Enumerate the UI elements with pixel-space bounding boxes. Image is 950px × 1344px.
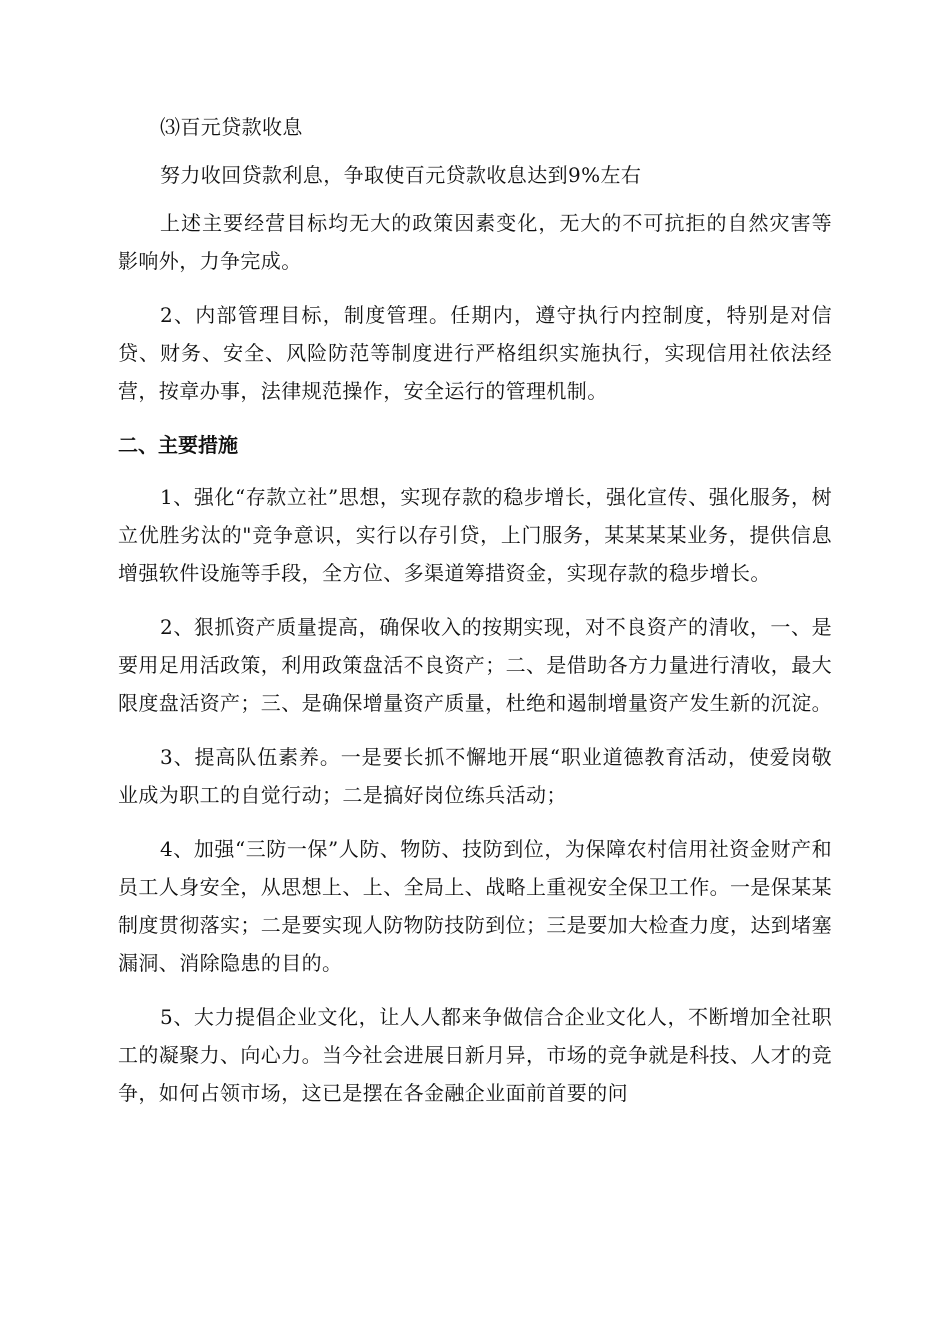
measure-item-2: 2、狠抓资产质量提高，确保收入的按期实现，对不良资产的清收，一、是要用足用活政策，利用政策盘活不良资产；二、是借助各方力量进行清收，最大限度盘活资产；三、是确保增量资产质量，杜绝和遏制增量资产发生新的沉淀。 xyxy=(118,615,832,715)
paragraph-objectives-summary: 上述主要经营目标均无大的政策因素变化，无大的不可抗拒的自然灾害等影响外，力争完成。 xyxy=(118,211,832,273)
paragraph-internal-management: 2、内部管理目标，制度管理。任期内，遵守执行内控制度，特别是对信贷、财务、安全、风险防范等制度进行严格组织实施执行，实现信用社依法经营，按章办事，法律规范操作，安全运行的管理机制。 xyxy=(118,303,832,403)
measure-item-1: 1、强化“存款立社”思想，实现存款的稳步增长，强化宣传、强化服务，树立优胜劣汰的"竞争意识，实行以存引贷，上门服务，某某某某业务，提供信息增强软件设施等手段，全方位、多渠道筹措资金，实现存款的稳步增长。 xyxy=(118,485,832,585)
measure-item-4: 4、加强“三防一保”人防、物防、技防到位，为保障农村信用社资金财产和员工人身安全，从思想上、上、全局上、战略上重视安全保卫工作。一是保某某制度贯彻落实；二是要实现人防物防技防到位；三是要加大检查力度，达到堵塞漏洞、消除隐患的目的。 xyxy=(118,837,832,975)
section-heading-main-measures: 二、主要措施 xyxy=(118,433,238,457)
measure-item-3: 3、提高队伍素养。一是要长抓不懈地开展“职业道德教育活动，使爱岗敬业成为职工的自觉行动；二是搞好岗位练兵活动； xyxy=(118,745,832,807)
paragraph-loan-interest-goal: 努力收回贷款利息，争取使百元贷款收息达到9%左右 xyxy=(160,163,642,187)
document-page xyxy=(118,108,832,1112)
paragraph-loan-interest-title: ⑶百元贷款收息 xyxy=(160,115,303,139)
measure-item-5: 5、大力提倡企业文化，让人人都来争做信合企业文化人，不断增加全社职工的凝聚力、向心力。当今社会进展日新月异，市场的竞争就是科技、人才的竞争，如何占领市场，这已是摆在各金融企业面前首要的问 xyxy=(118,1005,832,1105)
